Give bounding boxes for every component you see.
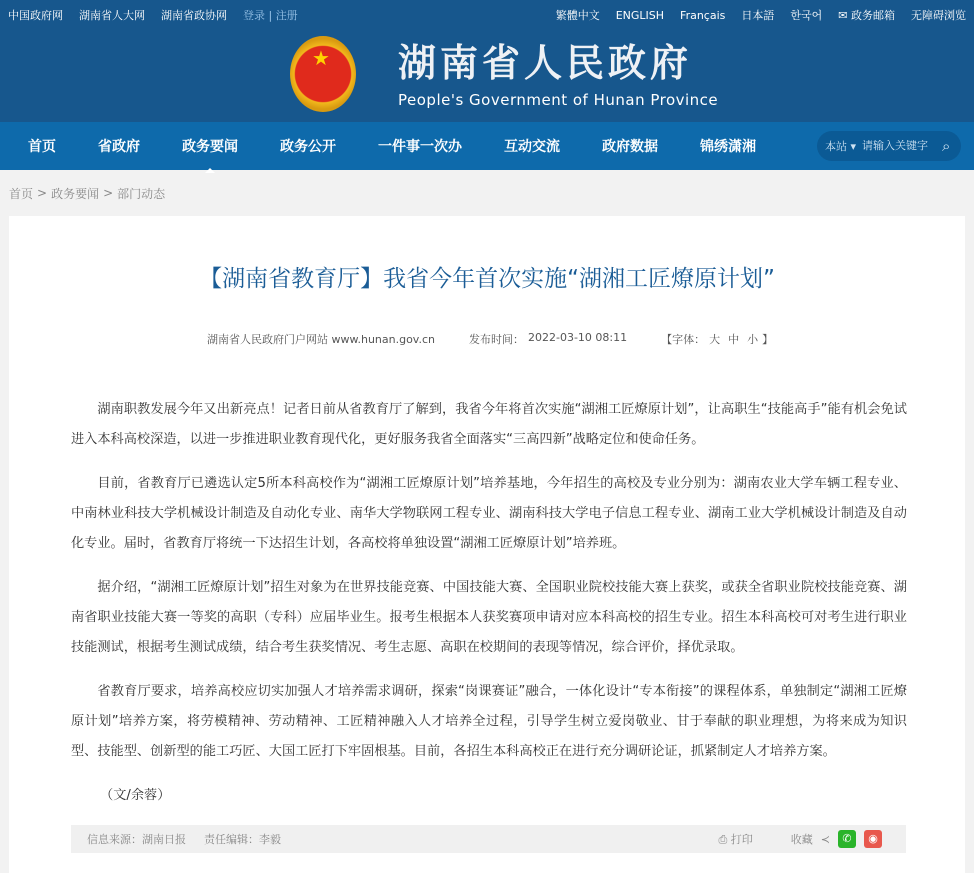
weibo-icon[interactable]: ◉ [864,830,882,848]
breadcrumb-home[interactable]: 首页 [9,186,34,201]
site-title-cn: 湖南省人民政府 [398,41,693,85]
site-title-en: People's Government of Hunan Province [398,91,719,109]
separator: | [268,9,273,22]
article-author: （文/余蓉） [100,788,171,803]
site-brand[interactable] [290,36,718,112]
search-icon[interactable]: ⌕ [942,137,951,155]
font-large[interactable]: 大 [709,333,721,346]
article-footer [71,825,906,853]
article-body [71,395,907,811]
publish-time: 2022-03-10 08:11 [527,331,628,344]
article-source: 湖南省人民政府门户网站 www.hunan.gov.cn [207,333,435,346]
top-bar [0,0,974,30]
gov-mail-label: 政务邮箱 [851,9,895,22]
paragraph: 目前，省教育厅已遴选认定5所本科高校作为“湖湘工匠燎原计划”培养基地，今年招生的高校及专业分别为：湖南农业大学车辆工程专业、中南林业科技大学机械设计制造及自动化专业、南华大学物联网工程专业、湖南科技大学电子信息工程专业、湖南工业大学机械设计制造及自动化专业。届时，省教育厅将统一下达招生计划，各高校将单独设置“湖湘工匠燎原计划”培养班。 [71,476,907,551]
search-scope-select[interactable]: 本站 ▾ [825,140,857,153]
publish-label: 发布时间： [468,333,524,346]
site-header [0,0,974,122]
login-link[interactable]: 登录 [243,9,265,22]
article-container [9,216,965,873]
nav-one-thing[interactable]: 一件事一次办 [378,139,462,155]
mail-icon: ✉ [838,9,848,22]
article-meta: 湖南省人民政府门户网站 www.hunan.gov.cn 发布时间： 2022-03-10 08:11 【字体： 大 中 小 】 [207,331,774,346]
breadcrumb-news[interactable]: 政务要闻 [51,186,100,201]
main-nav [0,122,974,170]
editor: 责任编辑：李毅 [204,833,281,846]
font-label: 【字体： [661,333,706,346]
gov-mail-link[interactable] [838,7,895,23]
link-gov-cn[interactable]: 中国政府网 [8,9,63,22]
paragraph: 湖南职教发展今年又出新亮点！记者日前从省教育厅了解到，我省今年将首次实施“湖湘工匠燎原计划”，让高职生“技能高手”能有机会免试进入本科高校深造，以进一步推进职业教育现代化，更好服务我省全面落实“三高四新”战略定位和使命任务。 [71,402,907,447]
nav-province-gov[interactable]: 省政府 [98,139,140,155]
nav-news[interactable]: 政务要闻 [182,136,238,156]
nav-gov-data[interactable]: 政府数据 [602,139,658,155]
register-link[interactable]: 注册 [275,9,298,22]
lang-japanese[interactable]: 日本語 [741,9,775,22]
link-hunan-npc[interactable]: 湖南省人大网 [79,9,145,22]
font-medium[interactable]: 中 [728,333,740,346]
accessibility-link[interactable]: 无障碍浏览 [911,9,966,22]
info-source: 信息来源：湖南日报 [87,833,186,846]
nav-gov-affairs-public[interactable]: 政务公开 [280,139,336,155]
lang-english[interactable]: ENGLISH [615,8,665,22]
breadcrumb: 首页 > 政务要闻 > 部门动态 [9,186,166,201]
search-input[interactable] [862,140,942,152]
paragraph: 省教育厅要求，培养高校应切实加强人才培养需求调研，探索“岗课赛证”融合，一体化设计“专本衔接”的课程体系，单独制定“湖湘工匠燎原计划”培养方案，将劳模精神、劳动精神、工匠精神融入人才培养全过程，引导学生树立爱岗敬业、甘于奉献的职业理想，为将来成为知识型、技能型、创新型的能工巧匠、大国工匠打下牢固根基。目前，各招生本科高校正在进行充分调研论证，抓紧制定人才培养方案。 [71,684,907,759]
lang-french[interactable]: Français [680,8,726,22]
link-hunan-cppcc[interactable]: 湖南省政协网 [161,9,227,22]
wechat-icon[interactable]: ✆ [838,830,856,848]
search-box [817,131,961,161]
national-emblem-logo: ★ [290,36,356,112]
printer-icon: ⎙ [718,833,728,846]
nav-home[interactable]: 首页 [28,139,56,155]
lang-traditional-chinese[interactable]: 繁體中文 [555,9,600,22]
favorite-label[interactable]: 收藏 [790,833,813,846]
nav-jinxiu-xiaoxiang[interactable]: 锦绣潇湘 [700,139,756,155]
paragraph: 据介绍，“湖湘工匠燎原计划”招生对象为在世界技能竞赛、中国技能大赛、全国职业院校技能大赛上获奖，或获全省职业院校技能竞赛、湖南省职业技能大赛一等奖的高职（专科）应届毕业生。报考生根据本人获奖赛项申请对应本科高校的招生专业。招生本科高校可对考生进行职业技能测试，根据考生测试成绩，结合考生获奖情况、考生志愿、高职在校期间的表现等情况，综合评价，择优录取。 [71,580,907,655]
nav-interaction[interactable]: 互动交流 [504,139,560,155]
share-icon[interactable]: ≺ [820,832,830,846]
article-title: 【湖南省教育厅】我省今年首次实施“湖湘工匠燎原计划” [199,266,775,292]
lang-korean[interactable]: 한국어 [790,9,823,22]
print-button[interactable]: ⎙ 打印 [718,833,753,846]
font-small[interactable]: 小 [747,333,759,346]
breadcrumb-dept[interactable]: 部门动态 [117,186,166,201]
